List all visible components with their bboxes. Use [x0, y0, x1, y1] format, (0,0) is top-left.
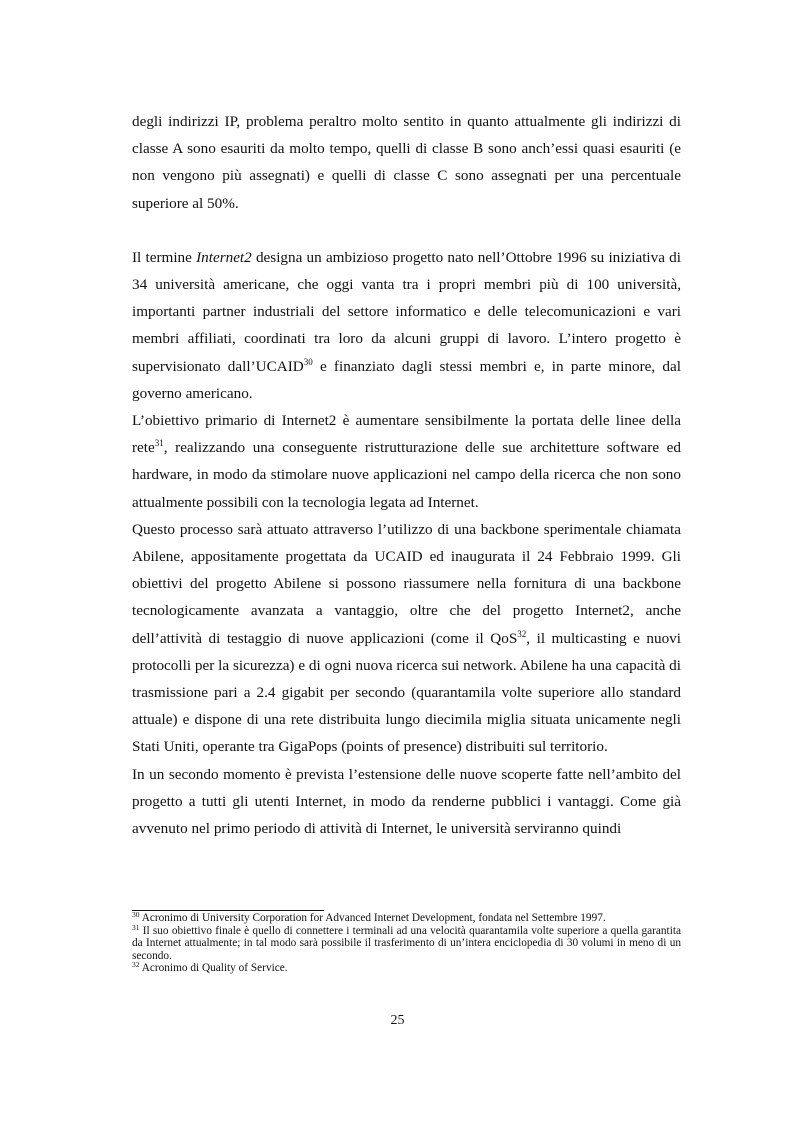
footnote-text: Acronimo di Quality of Service. [139, 962, 288, 975]
paragraph-3-text-b: , realizzando una conseguente ristrutturazione delle sue architetture software ed hardware, in modo da stimolare nuove applicazioni nel campo della ricerca che non sono attualmente possibili con la tecnologia legata ad Internet. [132, 439, 681, 511]
paragraph-2-text-a: Il termine [132, 248, 197, 266]
paragraph-5 [132, 761, 681, 843]
paragraph-5-text: In un secondo momento è prevista l’estensione delle nuove scoperte fatte nell’ambito del progetto a tutti gli utenti Internet, in modo da renderne pubblici i vantaggi. Come già avvenuto nel primo periodo di attività di Internet, le università serviranno quindi [132, 765, 681, 838]
footnote-ref-31[interactable]: 31 [154, 438, 164, 449]
footnote-number: 30 [132, 910, 140, 919]
paragraph-3 [132, 407, 681, 516]
footnote-separator [132, 910, 324, 911]
paragraph-gap [132, 217, 681, 244]
footnote-text: Acronimo di University Corporation for Advanced Internet Development, fondata nel Settembre 1997. [139, 912, 606, 924]
body-text [132, 108, 681, 842]
footnote-31 [132, 922, 681, 963]
footnote-text: Il suo obiettivo finale è quello di connettere i terminali ad una velocità quarantamila volte superiore a quella garantita da Internet attualmente; in tal modo sarà possibile il trasferimento di un’intera enciclopedia di 30 volumi in meno di un secondo. [132, 924, 681, 962]
footnote-number: 32 [132, 960, 140, 970]
paragraph-4-text-b: , il multicasting e nuovi protocolli per la sicurezza) e di ogni nuova ricerca sui network. Abilene ha una capacità di trasmissione pari a 2.4 gigabit per secondo (quarantamila volte superiore allo standard attuale) e dispone di una rete distribuita lungo diecimila miglia situata unicamente negli Stati Uniti, operante tra GigaPops (points of presence) distribuiti sul territorio. [132, 629, 681, 756]
paragraph-2 [132, 244, 681, 407]
footnotes [132, 912, 681, 975]
paragraph-2-text-c: e finanziato dagli stessi membri e, in parte minore, dal governo americano. [132, 357, 681, 402]
footnote-30 [132, 912, 681, 925]
internet2-italic: Internet2 [196, 248, 252, 266]
paragraph-4-text-a: Questo processo sarà attuato attraverso l’utilizzo di una backbone sperimentale chiamata Abilene, appositamente progettata da UCAID ed inaugurata il 24 Febbraio 1999. Gli obiettivi del progetto Abilene si possono riassumere nella fornitura di una backbone tecnologicamente avanzata a vantaggio, oltre che del progetto Internet2, anche dell’attività di testaggio di nuove applicazioni (come il QoS [132, 520, 681, 647]
page-number: 25 [390, 1013, 405, 1028]
paragraph-4 [132, 516, 681, 761]
paragraph-1 [132, 108, 681, 217]
footnote-ref-30[interactable]: 30 [303, 356, 313, 367]
paragraph-2-text-b: designa un ambizioso progetto nato nell’Ottobre 1996 su iniziativa di 34 università americane, che oggi vanta tra i propri membri più di 100 università, importanti partner industriali del settore informatico e delle telecomunicazioni e vari membri affiliati, coordinati tra loro da alcuni gruppi di lavoro. L’intero progetto è supervisionato dall’UCAID [132, 248, 681, 375]
paragraph-1-text: degli indirizzi IP, problema peraltro molto sentito in quanto attualmente gli indirizzi di classe A sono esauriti da molto tempo, quelli di classe B sono anch’essi quasi esauriti (e non vengono più assegnati) e quelli di classe C sono assegnati per una percentuale superiore al 50%. [132, 113, 681, 212]
paragraph-3-text-a: L’obiettivo primario di Internet2 è aumentare sensibilmente la portata delle linee della rete [132, 412, 681, 457]
footnote-32 [132, 962, 681, 975]
footnote-ref-32[interactable]: 32 [517, 628, 527, 639]
footnote-number: 31 [132, 922, 140, 932]
